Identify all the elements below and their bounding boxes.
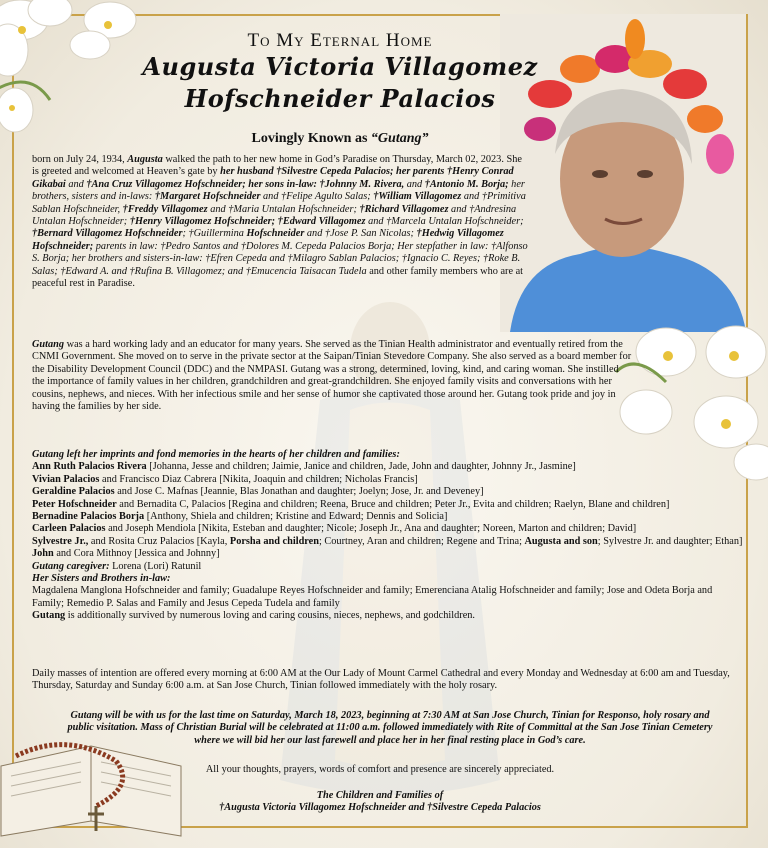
nickname-line	[120, 131, 560, 147]
child-family: ; Sylvestre Jr. and daughter; Ethan]	[597, 535, 743, 547]
signoff	[120, 790, 640, 815]
child-family-emphasis: Augusta and son	[524, 535, 598, 547]
child-name: Vivian Palacios	[32, 473, 100, 485]
intro-emphasis: †Bernard Villagomez Hofschneider	[32, 228, 183, 240]
intro-paragraph	[32, 154, 528, 290]
intro-emphasis: †Hedwig Villagomez Hofschneider;	[32, 228, 504, 252]
nickname: “Gutang”	[370, 131, 429, 146]
list-item	[32, 511, 744, 523]
child-family: [Anthony, Shiela and children; Kristine and Edward; Dennis and Solicia]	[144, 511, 448, 523]
intro-emphasis: †Margaret Hofschneider	[154, 191, 261, 203]
child-family: ; Courtney, Aran and children; Regene and Trina;	[318, 535, 525, 547]
intro-name: Augusta	[127, 154, 163, 165]
nickname-prefix: Lovingly Known as	[251, 131, 368, 146]
intro-text: and †Andresina Untalan Hofschneider;	[32, 203, 517, 228]
child-family: and Francisco Diaz Cabrera [Nikita, Joaquin and children; Nicholas Francis]	[99, 473, 418, 485]
intro-text: and †Felipe Agulto Salas;	[260, 191, 374, 203]
intro-text: and †Jose P. San Nicolas;	[304, 228, 417, 240]
child-family: and Joseph Mendiola [Nikita, Esteban and daughter; Nicole; Joseph Jr., Ana and daughter; Noreen, Marton and children; David]	[105, 523, 637, 535]
intro-text: and	[65, 178, 87, 190]
child-family: and Cora Mithnoy [Jessica and Johnny]	[53, 548, 220, 560]
deceased-name-line-1: Augusta Victoria Villagomez	[142, 52, 538, 81]
biography-paragraph	[32, 339, 632, 413]
header-title: To My Eternal Home	[247, 30, 433, 51]
survivors-heading: Gutang left her imprints and fond memories in the hearts of her children and families:	[32, 449, 400, 460]
intro-emphasis: †William Villagomez	[373, 191, 462, 203]
intro-text: and other family members who are at peaceful rest in Paradise.	[32, 265, 524, 290]
bio-text: was a hard working lady and an educator for many years. She served as the Tinian Health administrator and eventually retired from the CNMI Government. She moved on to serve in the private sector at the Saipan/Tinian Stevedore Company. She also served as a board member for the Disability Development Council (DDC) and the NMPASI. Gutang was a strong, determined, loving, kind, and caring woman. She instilled the importance of family values in her children, grandchildren and great-grandchildren. She enjoyed family visits and conversations with her cousins, nephews, and nieces. With her infectious smile and her sense of humor she captivated those around her. Gutang took pride and joy in having the families by her side.	[32, 339, 632, 413]
deceased-name-line-2: Hofschneider Palacios	[184, 84, 496, 113]
intro-emphasis: †Ana Cruz Villagomez Hofschneider; her sons in-law: †Johnny M. Rivera,	[86, 178, 405, 190]
child-name: Ann Ruth Palacios Rivera	[32, 461, 147, 473]
masses-paragraph: Daily masses of intention are offered every morning at 6:00 AM at the Our Lady of Mount Carmel Cathedral and every Monday and Wednesday at 6:00 am and Tuesday, Thursday, Saturday and Sunday 6:00 a.m. at San Jose Church, Tinian followed immediately with the holy rosary.	[32, 668, 730, 692]
bio-name: Gutang	[32, 339, 65, 350]
child-name: Carleen Palacios	[32, 523, 106, 535]
child-family: [Johanna, Jesse and children; Jaimie, Janice and children, Jade, John and daughter, Johnny Jr., Jasmine]	[146, 461, 576, 473]
siblings-heading: Her Sisters and Brothers in-law:	[32, 573, 171, 585]
signoff-line-2: †Augusta Victoria Villagomez Hofschneider and †Silvestre Cepeda Palacios	[219, 802, 541, 814]
survived-name: Gutang	[32, 610, 66, 622]
intro-text: her brothers, sisters and in-laws:	[32, 178, 525, 203]
list-item	[32, 461, 744, 473]
signoff-line-1: The Children and Families of	[316, 790, 444, 801]
list-item	[32, 536, 744, 548]
intro-emphasis: her husband †Silvestre Cepeda Palacios; her parents †Henry Conrad Gikabai	[32, 166, 514, 190]
caregiver-name: Lorena (Lori) Ratunil	[109, 560, 202, 572]
child-name: Geraldine Palacios	[32, 486, 115, 498]
list-item	[32, 523, 744, 535]
list-item	[32, 486, 744, 498]
survivors-section	[32, 449, 744, 623]
services-notice: Gutang will be with us for the last time on Saturday, March 18, 2023, beginning at 7:30 AM at San Jose Church, Tinian for Responso, holy rosary and public visitation. Mass of Christian Burial will be celebrated at 11:00 a.m. followed immediately with Rite of Committal at the San Jose Tinian Cemetery where we will bid her our last farewell and place her in her final resting place in God’s care.	[67, 710, 713, 746]
intro-emphasis: †Richard Villagomez	[359, 203, 449, 215]
siblings-text: Magdalena Manglona Hofschneider and family; Guadalupe Reyes Hofschneider and family; Emerenciana Atalig Hofschneider and family; Jose and Odeta Borja and Family; Remedio P. Salas and Family and Jesus Cepeda Tudela and family	[32, 585, 713, 609]
child-family-emphasis: Porsha and children	[229, 535, 319, 547]
intro-emphasis: Hofschneider	[246, 228, 305, 240]
intro-text: ; †Guillermina	[182, 228, 247, 240]
child-family: and Bernadita C, Palacios [Regina and children; Reena, Bruce and children; Peter Jr., Evita and children; Raelyn, Blane and children]	[116, 498, 670, 510]
child-name: Sylvestre Jr.,	[32, 535, 89, 547]
survived-text: is additionally survived by numerous loving and caring cousins, nieces, nephews, and godchildren.	[65, 610, 475, 622]
child-family: and Jose C. Mafnas [Jeannie, Blas Jonathan and daughter; Joelyn; Jose, Jr. and Deveney]	[114, 486, 484, 498]
intro-text: and †Maria Untalan Hofschneider;	[207, 203, 360, 215]
list-item	[32, 499, 744, 511]
intro-emphasis: †Freddy Villagomez	[122, 203, 208, 215]
caregiver-label: Gutang caregiver:	[32, 560, 110, 572]
list-item	[32, 474, 744, 486]
list-item	[32, 548, 744, 560]
child-family: and Rosita Cruz Palacios [Kayla,	[88, 535, 230, 547]
intro-emphasis: †Antonio M. Borja;	[424, 178, 509, 190]
intro-emphasis: †Henry Villagomez Hofschneider; †Edward Villagomez	[129, 216, 366, 228]
appreciation-line: All your thoughts, prayers, words of comfort and presence are sincerely appreciated.	[205, 764, 555, 775]
intro-text: walked the path to her new home in God’s Paradise on Thursday, March 02, 2023. She is greeted and welcomed at Heaven’s gate by	[32, 154, 522, 178]
intro-text: parents in law: †Pedro Santos and †Dolores M. Cepeda Palacios Borja; Her stepfather in law: †Alfonso S. Borja; her brothers and sisters-in-law: †Efren Cepeda and †Milagro Sablan Palacios; †Ignacio C. Reyes; †Roke B. Salas; †Edward A. and †Rufina B. Villagomez; and †Emucencia Taisacan Tudela	[32, 240, 528, 277]
intro-text: and †Marcela Untalan Hofschneider;	[365, 216, 524, 228]
intro-text: born on July 24, 1934,	[32, 154, 128, 165]
intro-text: and	[404, 178, 425, 190]
child-name: Bernadine Palacios Borja	[32, 511, 145, 523]
child-name: John	[32, 548, 54, 560]
survived-line	[32, 610, 744, 622]
child-name: Peter Hofschneider	[32, 498, 117, 510]
caregiver-line	[32, 561, 744, 573]
intro-text: and †Primitiva Sablan Hofschneider,	[32, 191, 526, 215]
